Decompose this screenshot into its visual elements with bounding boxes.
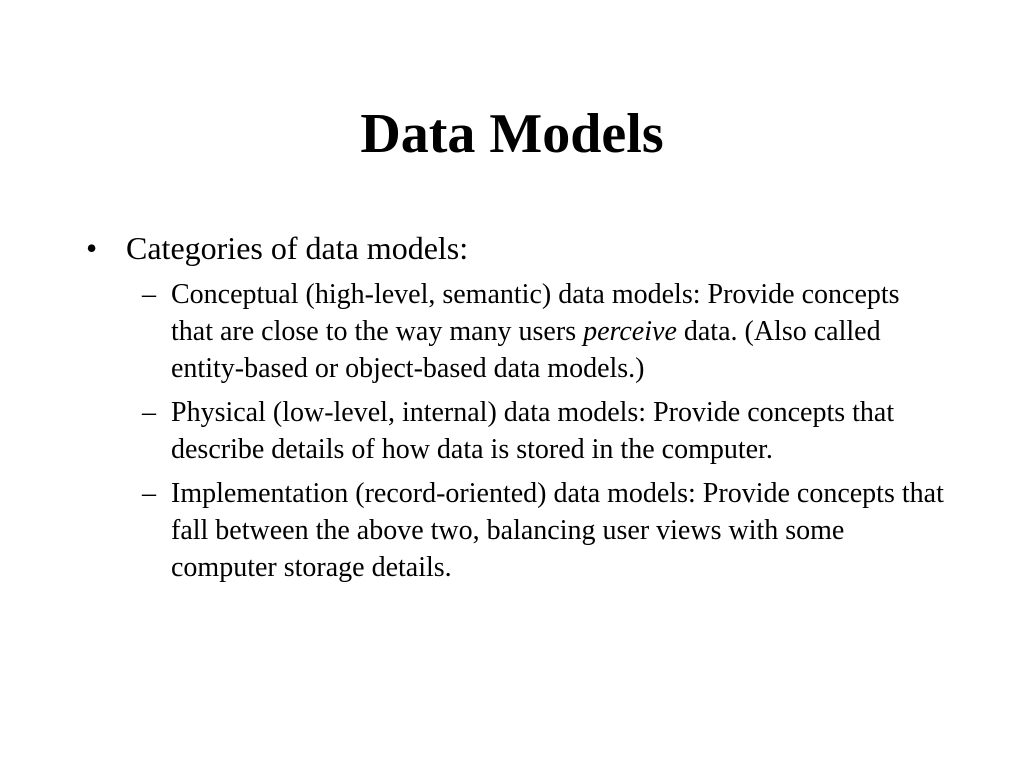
sub-bullet-implementation xyxy=(86,475,946,586)
sub-bullet-text: Implementation (record-oriented) data models: Provide concepts that fall between the above two, balancing user views with some computer storage details. xyxy=(171,478,944,583)
sub-bullet-text-continued: data. (Also called entity-based or object-based data models.) xyxy=(171,316,881,384)
slide-content xyxy=(86,226,946,593)
sub-bullet-text: Conceptual (high-level, semantic) data models: Provide concepts that are close to the way many users xyxy=(171,279,900,347)
sub-bullet-list xyxy=(86,276,946,586)
dash-marker: – xyxy=(142,478,156,509)
slide-title: Data Models xyxy=(360,103,664,165)
bullet-text: Categories of data models: xyxy=(126,230,469,266)
sub-bullet-conceptual xyxy=(86,276,946,387)
bullet-item xyxy=(86,226,946,270)
dash-marker: – xyxy=(142,279,156,310)
sub-bullet-physical xyxy=(86,394,946,468)
dash-marker: – xyxy=(142,397,156,428)
sub-bullet-text: Physical (low-level, internal) data models: Provide concepts that describe details of how data is stored in the computer. xyxy=(171,397,895,465)
emphasis-text: perceive xyxy=(583,316,677,347)
bullet-marker: • xyxy=(86,230,98,266)
